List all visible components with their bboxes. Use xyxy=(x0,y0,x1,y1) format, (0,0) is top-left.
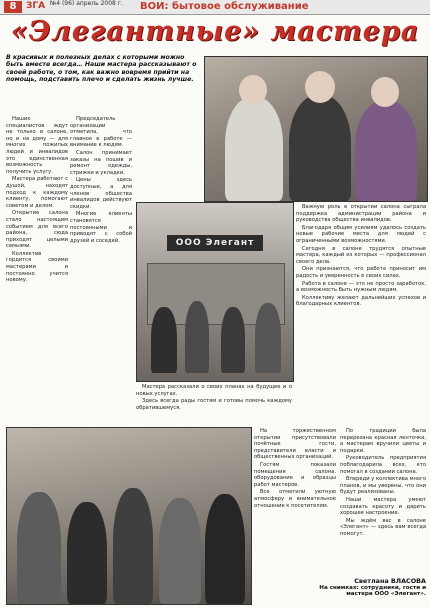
paragraph: На торжественном открытии присутствовали почётные гости, представители власти и общественных организаций. xyxy=(254,428,336,461)
text-column-3 xyxy=(136,384,292,424)
article-headline: «Элегантные» мастера xyxy=(10,16,420,47)
paragraph: Коллективу желают дальнейших успехов и благодарных клиентов. xyxy=(296,294,426,308)
paragraph: Сегодня в салоне трудятся опытные мастера, каждый из которых — профессионал своего дела. xyxy=(296,245,426,265)
paragraph: Председатель организации отметила, что главное в работе — внимание к людям. xyxy=(70,116,132,149)
paragraph: Многие клиенты становятся постоянными и приводят с собой друзей и соседей. xyxy=(70,211,132,244)
paragraph: Руководитель предприятия поблагодарила всех, кто помогал в создании салона. xyxy=(340,455,426,475)
paragraph: Гостям показали помещения салона, оборудование и образцы работ мастеров. xyxy=(254,461,336,488)
salon-sign: ООО Элегант xyxy=(167,235,263,251)
photo-salon-entrance xyxy=(136,202,294,382)
paragraph: Открытие салона стало настоящим событием для всего района, сюда приходят целыми семьями. xyxy=(6,210,68,250)
publication-name: ЗГА xyxy=(26,1,46,11)
paragraph: Мастера рассказали о своих планах на будущее и о новых услугах. xyxy=(136,384,292,397)
paragraph: Мастера работают с душой, находят подход к каждому клиенту, помогают советом и делом. xyxy=(6,176,68,209)
issue-info: №4 (96) апрель 2008 г. xyxy=(50,0,123,7)
photo-masters xyxy=(204,56,428,202)
photo-guests xyxy=(6,427,252,605)
paragraph: Коллектив гордится своими мастерами и постоянно учится новому. xyxy=(6,250,68,284)
text-column-2 xyxy=(70,116,132,424)
rubric-title: ВОИ: бытовое обслуживание xyxy=(140,1,309,12)
paragraph: Благодаря общим усилиям удалось создать новые рабочие места для людей с ограниченными возможностями. xyxy=(296,224,426,244)
photo-caption: На снимках: сотрудники, гости и мастера ООО «Элегант». xyxy=(319,584,426,598)
paragraph: Работа в салоне — это не просто заработок, а возможность быть нужным людям. xyxy=(296,280,426,294)
author-name: Светлана ВЛАСОВА xyxy=(354,577,426,585)
paragraph: Цены здесь доступные, а для членов общества инвалидов действуют скидки. xyxy=(70,177,132,210)
paragraph: Все отметили уютную атмосферу и внимательное отношение к посетителям. xyxy=(254,489,336,509)
paragraph: Впереди у коллектива много планов, и мы уверены, что они будут реализованы. xyxy=(340,476,426,496)
text-column-4 xyxy=(296,204,426,424)
page-number: 8 xyxy=(4,1,22,13)
text-column-6 xyxy=(340,428,426,576)
paragraph: Они признаются, что работа приносит им радость и уверенность в своих силах. xyxy=(296,266,426,279)
article-lead: В красивых и полезных делах с которыми можно быть вместе всегда… Наши мастера рассказывают о своей работе, о том, как важно вовремя прийти на помощь, подставить плечо и сделать жизнь лучше. xyxy=(6,54,197,83)
paragraph: Здесь всегда рады гостям и готовы помочь каждому обратившемуся. xyxy=(136,398,292,411)
paragraph: Важную роль в открытии салона сыграла поддержка администрации района и руководства общества инвалидов. xyxy=(296,204,426,224)
paragraph: Салон принимает заказы на пошив и ремонт одежды, стрижки и укладки. xyxy=(70,149,132,176)
author-credit xyxy=(300,578,426,598)
text-column-1 xyxy=(6,116,68,424)
paragraph: Наших специалистов ждут не только в салоне, но и на дому — для многих пожилых людей и инвалидов это единственная возможность получить услугу. xyxy=(6,116,68,175)
paragraph: Мы ждём вас в салоне «Элегант» — здесь вам всегда помогут. xyxy=(340,517,426,537)
paragraph: Наши мастера умеют создавать красоту и дарить хорошее настроение. xyxy=(340,496,426,517)
page-header xyxy=(0,0,430,15)
text-column-5 xyxy=(254,428,336,603)
paragraph: По традиции была перерезана красная ленточка, а мастерам вручили цветы и подарки. xyxy=(340,428,426,454)
